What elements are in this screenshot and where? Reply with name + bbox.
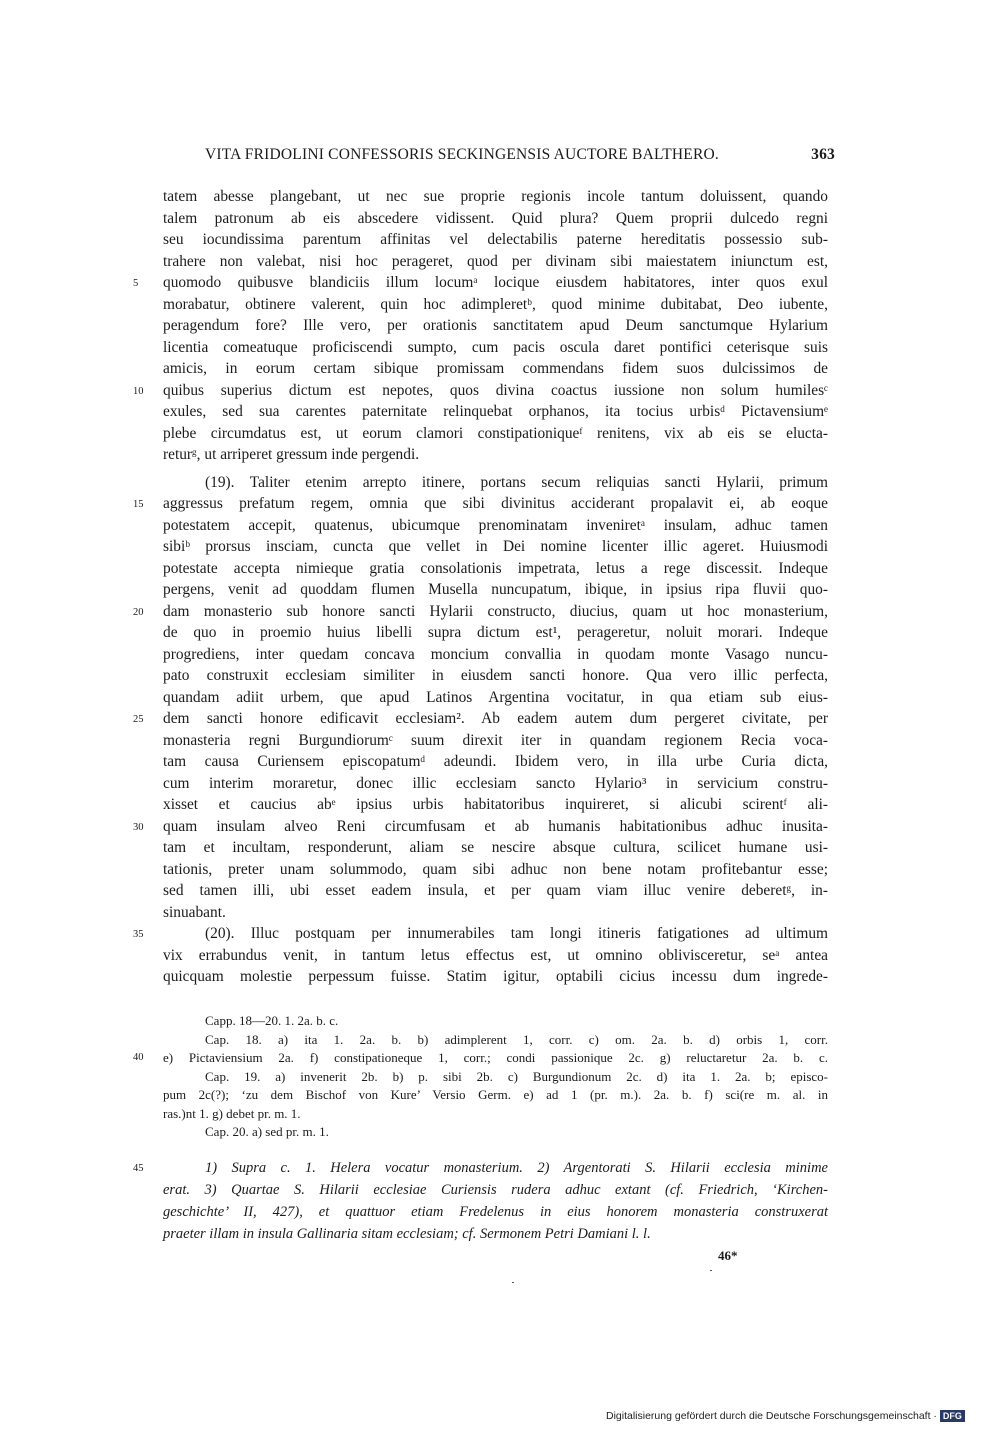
note-line [163, 1086, 828, 1105]
body-line-text: vix errabundus venit, in tantum letus effectus est, ut omnino oblivisceretur, seᵃ antea [163, 946, 828, 964]
body-line-text: potestate accepta nimieque gratia consolationis impetrata, letus a rege discessit. Indeque [163, 559, 828, 577]
body-line [163, 423, 828, 445]
body-line-text: pergens, venit ad quoddam flumen Musella nuncupatum, ibique, in ipsius ripa fluvii quo- [163, 581, 828, 598]
note-line-text: Cap. 18. a) ita 1. 2a. b. b) adimplerent 1, corr. c) om. 2a. b. d) orbis 1, corr. [205, 1031, 828, 1047]
body-line [163, 773, 828, 795]
body-line [163, 622, 828, 644]
body-line-text: amicis, in eorum certam sibique promissam commendans fidem suos dulcissimos de [163, 360, 828, 377]
note-line-text: Cap. 19. a) invenerit 2b. b) p. sibi 2b. c) Burgundionum 2c. d) ita 1. 2a. b; episco- [205, 1068, 828, 1084]
body-line-text: trahere non valebat, nisi hoc perageret, quod per divinam sibi maiestatem iniunctum est, [163, 252, 828, 270]
footnote-line-text: 1) Supra c. 1. Helera vocatur monasterium. 2) Argentorati S. Hilarii ecclesia minime [205, 1160, 828, 1176]
footnote-line-text: praeter illam in insula Gallinaria sitam ecclesiam; cf. Sermonem Petri Damiani l. l. [163, 1226, 651, 1242]
body-line [163, 536, 828, 558]
note-line [163, 1123, 828, 1142]
body-line-text: tatem abesse plangebant, ut nec sue proprie regionis incole tantum doluissent, quando [163, 188, 828, 205]
note-line-text: pum 2c(?); ‘zu dem Bischof von Kure’ Versio Germ. e) ad 1 (pr. m.). 2a. b. f) sci(re m. al. in [163, 1087, 828, 1102]
body-line [163, 644, 828, 666]
body-line [163, 337, 828, 359]
body-line-text: xisset et caucius abᵉ ipsius urbis habitatoribus inquireret, si alicubi scirentᶠ ali- [163, 796, 828, 813]
body-line-text: plebe circumdatus est, ut eorum clamori constipationiqueᶠ renitens, vix ab eis se elucta- [163, 424, 828, 442]
body-line [163, 401, 828, 423]
note-line-text: Cap. 20. a) sed pr. m. 1. [205, 1124, 329, 1139]
note-line-text: Capp. 18—20. 1. 2a. b. c. [205, 1013, 339, 1028]
body-line [133, 272, 828, 294]
body-line-text: (20). Illuc postquam per innumerabiles tam longi itineris fatigationes ad ultimum [205, 925, 828, 942]
body-line [163, 358, 828, 380]
body-line-text: sibiᵇ prorsus insciam, cuncta que vellet in Dei nomine licenter illic ageret. Huiusmodi [163, 538, 828, 555]
body-line-text: seu iocundissima parentum affinitas vel delectabilis paterne hereditatis possessio sub- [163, 231, 828, 248]
body-line-text: de quo in proemio huius libelli supra dictum est¹, perageretur, noluit morari. Indeque [163, 624, 828, 641]
body-line [133, 816, 828, 838]
body-line-text: quicquam molestie perpessum fuisse. Statim igitur, optabili cicius incessu dum ingrede- [163, 968, 828, 985]
body-line-text: returᵍ, ut arriperet gressum inde pergendi. [163, 446, 420, 463]
body-line [163, 837, 828, 859]
line-number: 45 [133, 1163, 144, 1174]
body-line-text: (19). Taliter etenim arrepto itinere, portans secum reliquias sancti Hylarii, primum [205, 473, 828, 491]
body-line-text: potestatem accepit, quatenus, ubicumque prenominatam inveniretᵃ insulam, adhuc tamen [163, 516, 828, 534]
body-line-text: monasteria regni Burgundiorumᶜ suum direxit iter in quandam regionem Recia voca- [163, 731, 828, 749]
body-line [163, 966, 828, 988]
body-line-text: aggressus prefatum regem, omnia que sibi divinitus acciderant propalavit ei, ab eoque [163, 495, 828, 512]
body-line [163, 751, 828, 773]
body-line-text: licentia comeatuque proficiscendi sumpto, cum pacis oscula daret pontifici ceterisque suis [163, 338, 828, 356]
note-line-text: e) Pictaviensium 2a. f) constipationeque 1, corr.; condi passionique 2c. g) reluctaretur 2a. b. c. [163, 1050, 828, 1065]
body-line-text: exules, sed sua carentes paternitate relinquebat orphanos, ita tocius urbisᵈ Pictavensiumᵉ [163, 403, 828, 420]
scan-speck [512, 1282, 514, 1283]
footnote-line [163, 1223, 828, 1245]
body-line [163, 294, 828, 316]
body-line [133, 493, 828, 515]
scan-speck [710, 1270, 712, 1271]
digitization-credit [606, 1410, 965, 1422]
line-number: 35 [133, 929, 144, 940]
line-number: 30 [133, 821, 144, 833]
body-line-text: quam insulam alveo Reni circumfusam et ab humanis habitationibus adhuc inusita- [163, 817, 828, 835]
body-line [163, 945, 828, 967]
body-line-text: cum interim moraretur, donec illic ecclesiam sancto Hylario³ in servicium constru- [163, 774, 828, 792]
line-number: 15 [133, 499, 144, 510]
body-line [163, 687, 828, 709]
running-title: VITA FRIDOLINI CONFESSORIS SECKINGENSIS AUCTORE BALTHERO. [205, 146, 719, 163]
body-line [163, 515, 828, 537]
footnote-line [163, 1179, 828, 1201]
footnote-line [163, 1201, 828, 1223]
body-line [163, 186, 828, 208]
main-text [133, 186, 828, 988]
line-number: 40 [133, 1052, 144, 1063]
body-line-text: quandam adiit urbem, que apud Latinos Argentina vocitatur, in qua etiam sub eius- [163, 688, 828, 706]
note-line [163, 1012, 828, 1031]
body-line [163, 229, 828, 251]
body-line [163, 251, 828, 273]
body-line-text: pato construxit ecclesiam similiter in eiusdem sancti honore. Qua vero illic perfecta, [163, 667, 828, 684]
body-line [163, 902, 828, 924]
body-line [163, 579, 828, 601]
body-line-text: sed tamen illi, ubi esset eadem insula, et per quam viam illuc venire deberetᵍ, in- [163, 882, 828, 899]
body-line [163, 208, 828, 230]
body-line-text: quibus superius dictum est nepotes, quos divina coactus iussione non solum humilesᶜ [163, 381, 828, 399]
footnotes [133, 1157, 828, 1245]
body-line-text: dem sancti honore edificavit ecclesiam². Ab eadem autem dum pergeret civitate, per [163, 710, 828, 727]
body-line-text: tam et incultam, responderunt, aliam se nescire absque cultura, scilicet humane usi- [163, 839, 828, 856]
body-line [163, 880, 828, 902]
body-line-text: morabatur, obtinere valerent, quin hoc adimpleretᵇ, quod minime dubitabat, Deo iubente, [163, 295, 828, 313]
body-line [133, 923, 828, 945]
body-line [163, 472, 828, 494]
line-number: 25 [133, 714, 144, 725]
critical-apparatus [133, 1012, 828, 1142]
body-line [163, 315, 828, 337]
body-line [163, 794, 828, 816]
footnote-line-text: geschichte’ II, 427), et quattuor etiam Fredelenus in eius honorem monasteria construxerat [163, 1204, 828, 1220]
body-line [133, 601, 828, 623]
note-line [163, 1031, 828, 1050]
body-line-text: quomodo quibusve blandiciis illum locumᵃ locique eiusdem habitatores, inter quos exul [163, 274, 828, 291]
body-line-text: talem patronum ab eis abscedere vidissent. Quid plura? Quem proprii dulcedo regni [163, 209, 828, 227]
body-line [163, 558, 828, 580]
dfg-logo: DFG [940, 1410, 965, 1422]
page-number: 363 [811, 146, 835, 163]
note-line [133, 1049, 828, 1068]
line-number: 5 [133, 278, 139, 289]
body-line-text: sinuabant. [163, 903, 226, 921]
body-line [163, 859, 828, 881]
sheet-signature: 46* [718, 1248, 738, 1263]
body-line [163, 730, 828, 752]
body-line [163, 444, 828, 466]
body-line [133, 708, 828, 730]
credit-text: Digitalisierung gefördert durch die Deutsche Forschungsgemeinschaft · [606, 1410, 937, 1422]
body-line-text: peragendum fore? Ille vero, per orationis sanctitatem apud Deum sanctumque Hylarium [163, 317, 828, 334]
line-number: 10 [133, 385, 144, 397]
note-line-text: ras.)nt 1. g) debet pr. m. 1. [163, 1105, 301, 1121]
note-line [163, 1068, 828, 1087]
footnote-line [133, 1157, 828, 1179]
note-line [163, 1105, 828, 1124]
body-line [163, 665, 828, 687]
line-number: 20 [133, 606, 144, 618]
body-line-text: dam monasterio sub honore sancti Hylarii constructo, diucius, quam ut hoc monasterium, [163, 602, 828, 620]
body-line-text: tam causa Curiensem episcopatumᵈ adeundi. Ibidem vero, in illa urbe Curia dicta, [163, 753, 828, 770]
body-line-text: progrediens, inter quedam concava moncium convallia in quodam monte Vasago nuncu- [163, 645, 828, 663]
body-line-text: tationis, preter unam solummodo, quam sibi adhuc non bene notam profitebantur esse; [163, 860, 828, 878]
body-line [133, 380, 828, 402]
footnote-line-text: erat. 3) Quartae S. Hilarii ecclesiae Curiensis rudera adhuc extant (cf. Friedrich, ‘Kirchen- [163, 1182, 828, 1198]
